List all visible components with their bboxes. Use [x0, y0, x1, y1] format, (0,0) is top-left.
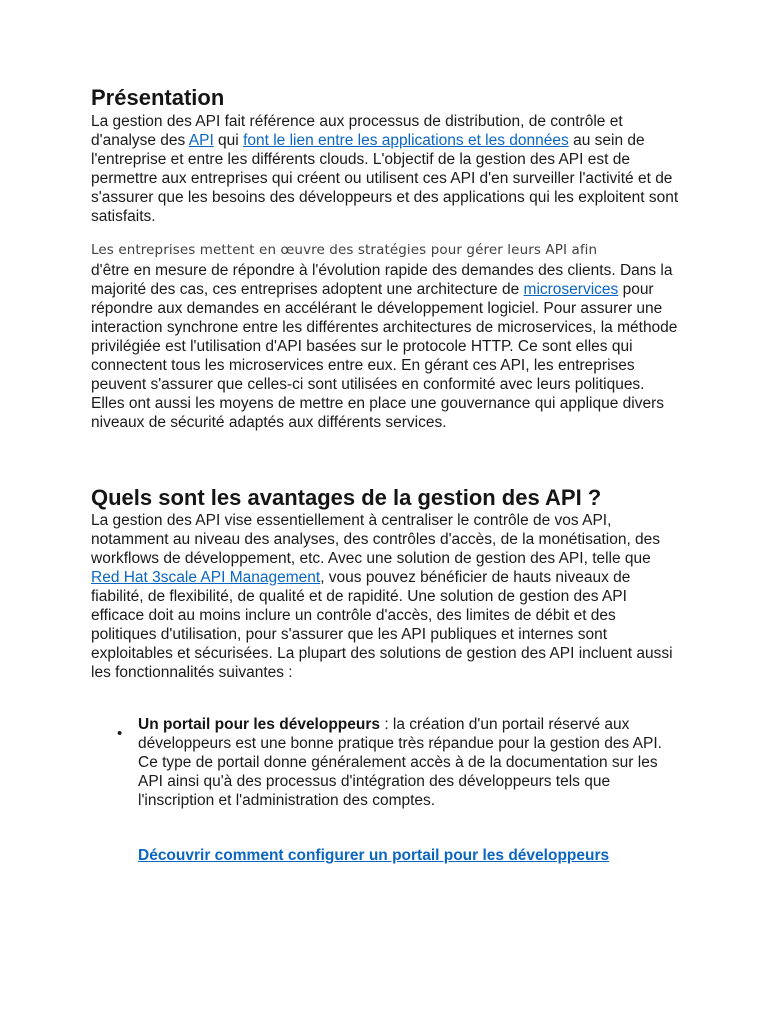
apps-data-link[interactable]: font le lien entre les applications et les données [243, 132, 569, 149]
strategy-paragraph [91, 261, 681, 432]
developer-portal-guide-link[interactable]: Découvrir comment configurer un portail pour les développeurs [138, 847, 610, 864]
bullet-body: : la création d'un portail réservé aux développeurs est une bonne pratique très répandue pour la gestion des API. Ce type de portail donne généralement accès à de la documentation sur les API ainsi qu'à des processus d'intégration des développeurs tels que l'inscription et l'administration des comptes. [138, 716, 662, 809]
intro-text-1: La gestion des API fait référence aux processus de distribution, de contrôle et d'analyse des [91, 113, 623, 149]
intro-text-3: au sein de l'entreprise et entre les différents clouds. L'objectif de la gestion des API est de permettre aux entreprises qui créent ou utilisent ces API d'en surveiller l'activité et de s'assurer que les besoins des développeurs et des applications qui les exploitent sont satisfaits. [91, 132, 679, 225]
api-link[interactable]: API [188, 132, 214, 149]
microservices-link[interactable]: microservices [523, 281, 619, 298]
strategy-text-2: pour répondre aux demandes en accélérant le développement logiciel. Pour assurer une interaction synchrone entre les différentes architectures de microservices, la méthode privilégiée est l'utilisation d'API basées sur le protocole HTTP. Ce sont elles qui connectent tous les microservices entre eux. En gérant ces API, les entreprises peuvent s'assurer que celles-ci sont utilisées en conformité avec leurs politiques. Elles ont aussi les moyens de mettre en place une gouvernance qui applique divers niveaux de sécurité adaptés aux différents services. [91, 281, 678, 431]
advantages-text-2: , vous pouvez bénéficier de hauts niveaux de fiabilité, de flexibilité, de qualité et de rapidité. Une solution de gestion des API efficace doit au moins inclure un contrôle d'accès, des limites de débit et des politiques d'utilisation, pour s'assurer que les API publiques et internes sont exploitables et sécurisées. La plupart des solutions de gestion des API incluent aussi les fonctionnalités suivantes : [91, 569, 673, 681]
strategy-text-1: d'être en mesure de répondre à l'évolution rapide des demandes des clients. Dans la majorité des cas, ces entreprises adoptent une architecture de [91, 262, 673, 298]
bullet-heading: Un portail pour les développeurs [138, 716, 381, 733]
intro-text-2: qui [213, 132, 244, 149]
section-title-presentation: Présentation [91, 85, 225, 110]
intro-paragraph [91, 112, 681, 226]
red-hat-3scale-link[interactable]: Red Hat 3scale API Management [91, 569, 321, 586]
bullet-dot-icon: • [117, 725, 123, 742]
advantages-paragraph [91, 511, 681, 682]
section-title-advantages: Quels sont les avantages de la gestion des API ? [91, 485, 602, 510]
list-item-developer-portal [138, 715, 683, 810]
advantages-text-1: La gestion des API vise essentiellement à centraliser le contrôle de vos API, notamment au niveau des analyses, des contrôles d'accès, de la monétisation, des workflows de développement, etc. Avec une solution de gestion des API, telle que [91, 512, 661, 567]
strategy-first-line: Les entreprises mettent en œuvre des stratégies pour gérer leurs API afin [91, 242, 598, 258]
